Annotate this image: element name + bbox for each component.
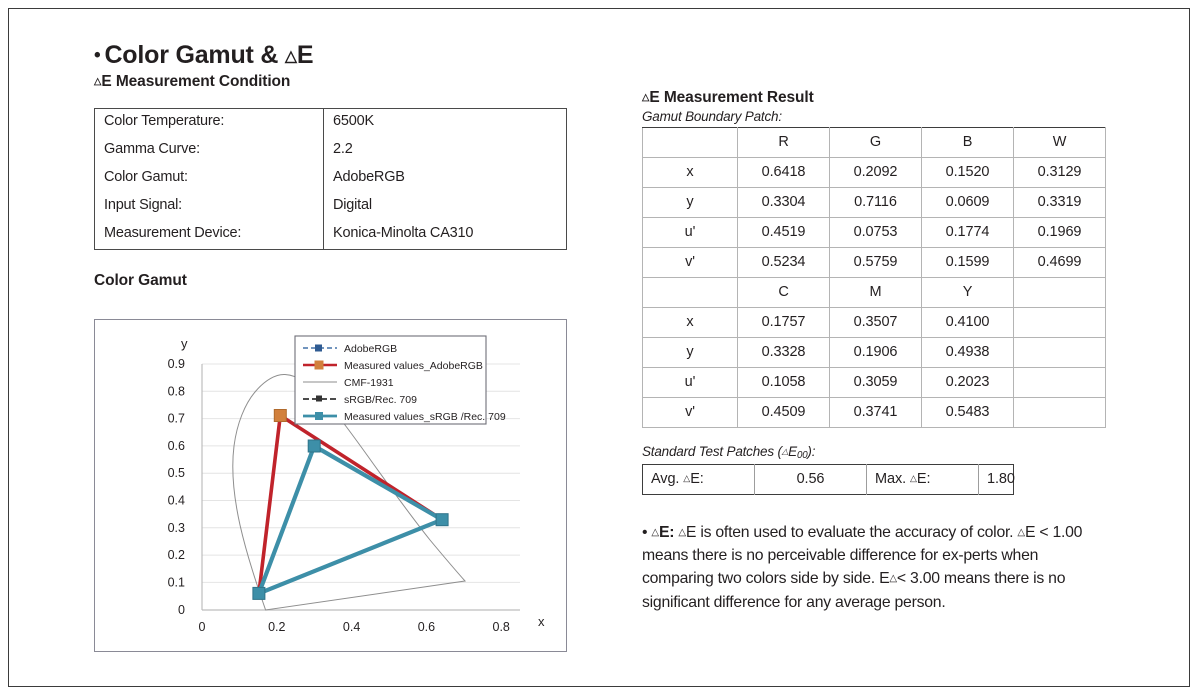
result-heading-text: E Measurement Result: [649, 89, 814, 106]
y-tick-label: 0.2: [167, 548, 185, 563]
column-header-empty: [1014, 278, 1106, 308]
cell-value: 0.5234: [738, 248, 830, 278]
condition-value: 6500K: [333, 113, 374, 130]
max-delta-e-label: Max. △E:: [867, 465, 979, 495]
condition-key: Input Signal:: [95, 193, 324, 221]
column-header: M: [830, 278, 922, 308]
y-tick-label: 0.1: [167, 575, 185, 590]
cie-chromaticity-diagram: [95, 320, 566, 651]
cell-value: 0.4699: [1014, 248, 1106, 278]
table-row: [95, 137, 567, 165]
right-column: [642, 89, 1122, 614]
note-line-2: E < 1.00 means there is no perceivable difference for ex-perts when comparing two colors side by side. E: [642, 524, 1083, 588]
x-tick-label: 0.4: [342, 620, 361, 634]
left-column: [94, 42, 594, 297]
table-header-row: [643, 278, 1106, 308]
cell-value: 0.3741: [830, 398, 922, 428]
table-row: [95, 221, 567, 250]
cell-value: 0.3328: [738, 338, 830, 368]
chart-legend: [295, 336, 506, 424]
page-border: [8, 8, 1190, 687]
avg-delta-e-value: 0.56: [755, 465, 867, 495]
legend-swatch-marker: [315, 412, 323, 420]
cell-value: 0.3507: [830, 308, 922, 338]
caption-pre: Standard Test Patches (: [642, 444, 782, 459]
x-tick-label: 0.8: [492, 620, 510, 634]
legend-label: Measured values_sRGB /Rec. 709: [344, 411, 506, 423]
cell-value: 0.4938: [922, 338, 1014, 368]
cell-value: 0.4519: [738, 218, 830, 248]
cell-value: 0.1757: [738, 308, 830, 338]
legend-swatch-marker: [316, 396, 322, 402]
x-tick-label: 0.6: [417, 620, 436, 634]
y-tick-label: 0: [178, 603, 185, 617]
column-header: [643, 128, 738, 158]
legend-swatch-marker: [315, 361, 324, 370]
bullet-icon: •: [642, 524, 648, 541]
table-row: [643, 218, 1106, 248]
cell-value: 0.6418: [738, 158, 830, 188]
cell-value: 0.1058: [738, 368, 830, 398]
y-tick-label: 0.5: [167, 466, 185, 481]
delta-triangle-icon: △: [909, 473, 917, 483]
delta-triangle-icon: △: [651, 527, 659, 538]
column-header: B: [922, 128, 1014, 158]
max-delta-e-value: 1.80: [987, 471, 1015, 487]
page-title-text: Color Gamut &: [104, 41, 285, 69]
table-row: [95, 108, 567, 137]
cell-value: 0.1520: [922, 158, 1014, 188]
condition-key: Color Gamut:: [95, 165, 324, 193]
row-label: u': [643, 218, 738, 248]
color-gamut-heading: Color Gamut: [94, 271, 187, 289]
legend-label: AdobeRGB: [344, 343, 398, 355]
gamut-boundary-caption: Gamut Boundary Patch:: [642, 109, 782, 124]
table-row: [643, 308, 1106, 338]
delta-triangle-icon: △: [1017, 527, 1025, 538]
legend-label: sRGB/Rec. 709: [344, 394, 417, 406]
delta-e-explanation: [642, 521, 1112, 614]
cell-value: 0.2023: [922, 368, 1014, 398]
row-label: x: [643, 158, 738, 188]
column-header: R: [738, 128, 830, 158]
page-title-e: E: [296, 41, 314, 69]
standard-test-caption: [642, 444, 1122, 461]
column-header: G: [830, 128, 922, 158]
delta-triangle-icon: △: [94, 75, 102, 87]
cell-value: 0.3059: [830, 368, 922, 398]
row-label: v': [643, 248, 738, 278]
y-tick-label: 0.9: [167, 357, 185, 371]
cell-value: 0.1906: [830, 338, 922, 368]
vertex-marker-green-adobergb: [274, 410, 286, 422]
cell-empty: [1014, 338, 1106, 368]
condition-key: Gamma Curve:: [95, 137, 324, 165]
table-row: [643, 248, 1106, 278]
condition-value: Digital: [333, 197, 372, 214]
y-tick-label: 0.4: [167, 493, 185, 508]
delta-triangle-icon: △: [642, 92, 650, 103]
note-lead: E:: [658, 524, 675, 541]
bullet-icon: •: [94, 45, 101, 66]
cell-value: 0.3319: [1014, 188, 1106, 218]
cell-value: 0.3304: [738, 188, 830, 218]
row-label: x: [643, 308, 738, 338]
color-gamut-chart: [94, 319, 567, 652]
row-label: v': [643, 398, 738, 428]
legend-label: Measured values_AdobeRGB: [344, 360, 483, 372]
cell-value: 0.2092: [830, 158, 922, 188]
result-heading: [642, 89, 1122, 107]
condition-key: Color Temperature:: [95, 108, 324, 137]
gamut-boundary-table: [642, 127, 1106, 428]
y-tick-label: 0.8: [167, 384, 185, 399]
y-tick-label: 0.6: [167, 438, 185, 453]
cell-value: 0.4509: [738, 398, 830, 428]
table-row: [95, 165, 567, 193]
cell-value: 0.1774: [922, 218, 1014, 248]
column-header: W: [1014, 128, 1106, 158]
table-row: [643, 188, 1106, 218]
condition-heading: [94, 73, 594, 91]
cell-value: 0.4100: [922, 308, 1014, 338]
table-row: [643, 338, 1106, 368]
measurement-condition-table: [94, 108, 567, 250]
legend-swatch-marker: [315, 345, 322, 352]
delta-triangle-icon: △: [683, 473, 691, 483]
vertex-marker-red: [436, 514, 448, 526]
note-line-3: < 3.00 means there is no significant difference for any average person.: [642, 570, 1066, 611]
delta-triangle-icon: △: [781, 446, 789, 456]
y-tick-label: 0.3: [167, 520, 185, 535]
row-label: y: [643, 338, 738, 368]
column-header: C: [738, 278, 830, 308]
cell-empty: [1014, 368, 1106, 398]
legend-label: CMF-1931: [344, 377, 394, 389]
standard-test-patches-table: [642, 464, 1014, 495]
avg-delta-e-label: Avg. △E:: [643, 465, 755, 495]
cell-value: 0.5483: [922, 398, 1014, 428]
delta-triangle-icon: △: [678, 527, 686, 538]
caption-post: ):: [807, 444, 816, 459]
caption-subscript: 00: [796, 450, 808, 461]
cell-value: 0.0753: [830, 218, 922, 248]
condition-value: AdobeRGB: [333, 169, 405, 186]
condition-value: Konica-Minolta CA310: [333, 225, 474, 242]
column-header: [643, 278, 738, 308]
cell-empty: [1014, 398, 1106, 428]
table-row: [643, 368, 1106, 398]
cell-value: 0.7116: [830, 188, 922, 218]
caption-e: E: [788, 444, 797, 459]
delta-triangle-icon: △: [889, 573, 897, 585]
delta-triangle-icon: △: [285, 48, 297, 65]
row-label: u': [643, 368, 738, 398]
vertex-marker-blue: [253, 587, 265, 599]
y-tick-label: 0.7: [167, 411, 185, 426]
condition-heading-text: E Measurement Condition: [101, 72, 291, 90]
vertex-marker-green-srgb: [308, 440, 320, 452]
table-row: [643, 465, 1014, 495]
table-row: [643, 398, 1106, 428]
condition-value: 2.2: [333, 141, 353, 158]
column-header: Y: [922, 278, 1014, 308]
condition-key: Measurement Device:: [95, 221, 324, 250]
cell-value: 0.1969: [1014, 218, 1106, 248]
note-line-1: E is often used to evaluate the accuracy of color.: [685, 524, 1014, 541]
cell-value: 0.0609: [922, 188, 1014, 218]
row-label: y: [643, 188, 738, 218]
table-header-row: [643, 128, 1106, 158]
table-row: [95, 193, 567, 221]
cell-value: 0.5759: [830, 248, 922, 278]
x-tick-label: 0: [198, 620, 206, 634]
y-axis-label: y: [181, 336, 188, 351]
x-axis-label: x: [538, 614, 545, 629]
table-row: [643, 158, 1106, 188]
page-title: [94, 42, 594, 70]
x-tick-label: 0.2: [268, 620, 286, 634]
cell-value: 0.1599: [922, 248, 1014, 278]
cell-empty: [1014, 308, 1106, 338]
cell-value: 0.3129: [1014, 158, 1106, 188]
